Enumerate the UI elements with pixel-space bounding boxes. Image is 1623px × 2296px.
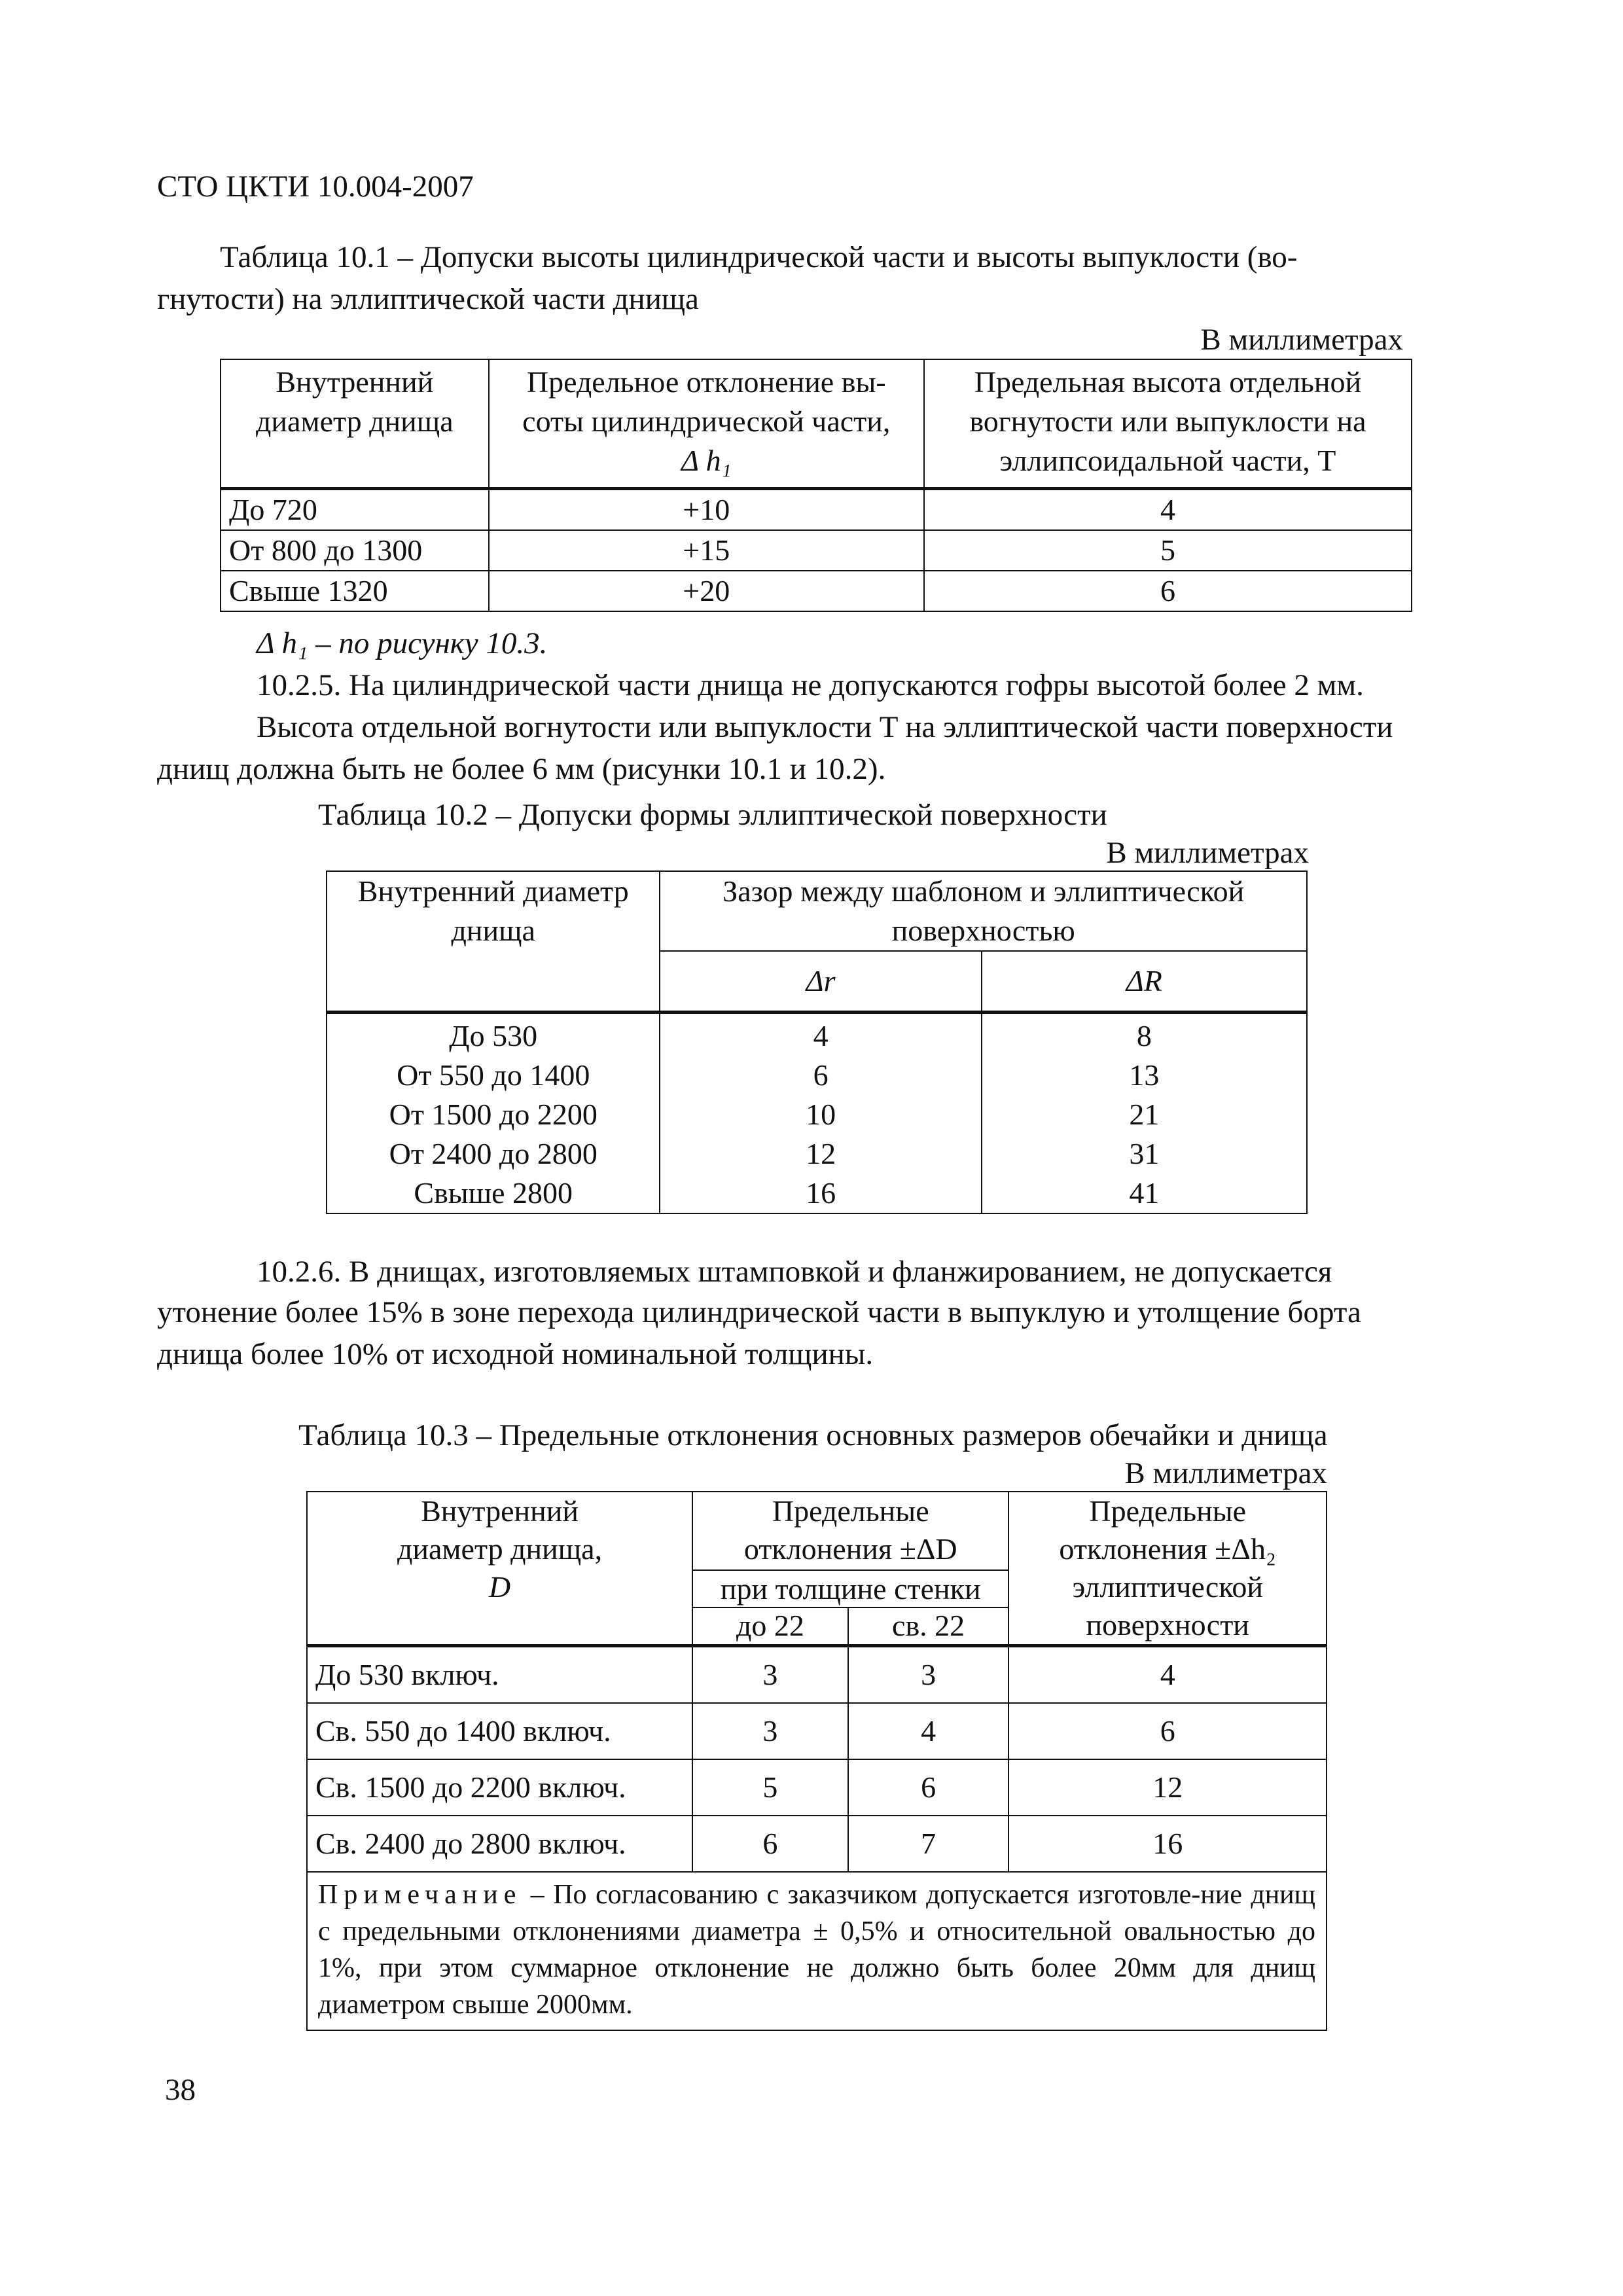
table3-note-text: – По согласованию с заказчиком допускается изготовле-ние днищ с предельными отклонениями диаметра ± 0,5% и относительной овальностью до 1%, при этом суммарное отклонение не должно быть более 20мм для днищ диаметром свыше 2000мм. <box>318 1880 1315 2020</box>
table1-cell: Свыше 1320 <box>221 571 489 611</box>
table1-cell: До 720 <box>221 489 489 531</box>
page-number: 38 <box>165 2073 196 2107</box>
table2-units: В миллиметрах <box>1106 836 1309 870</box>
table1-cell: +20 <box>489 571 924 611</box>
table-row <box>307 1646 1327 1704</box>
table3-header-wall-thickness: при толщине стенки <box>692 1570 1008 1607</box>
table3-cell: Св. 1500 до 2200 включ. <box>307 1759 692 1816</box>
table1-header-diameter: Внутренний диаметр днища <box>221 359 489 489</box>
table-row <box>327 1174 1307 1213</box>
table2-header-gap: Зазор между шаблоном и эллиптической поверхностью <box>660 871 1307 951</box>
table3-cell: 3 <box>848 1646 1009 1704</box>
table3 <box>306 1491 1327 2031</box>
table1-header-delta-h1: Предельное отклонение вы- соты цилиндрической части, Δ h₁ <box>489 359 924 489</box>
table3-cell: 3 <box>692 1703 848 1759</box>
table2-cell: 13 <box>982 1056 1307 1095</box>
table2-cell: 41 <box>982 1174 1307 1213</box>
table1-header-height-t: Предельная высота отдельной вогнутости или выпуклости на эллипсоидальной части, T <box>924 359 1412 489</box>
table3-header-diameter: Внутренний диаметр днища, D <box>307 1492 692 1646</box>
table-row <box>221 489 1412 531</box>
table1-footnote: Δ h₁ – по рисунку 10.3. <box>257 626 548 660</box>
table3-cell: 4 <box>1008 1646 1327 1704</box>
table3-cell: Св. 550 до 1400 включ. <box>307 1703 692 1759</box>
table2-cell: 16 <box>660 1174 981 1213</box>
table3-cell: 7 <box>848 1816 1009 1872</box>
table1 <box>220 359 1412 612</box>
table1-caption-line2: гнутости) на эллиптической части днища <box>157 282 699 316</box>
table-row <box>221 530 1412 571</box>
table-row <box>327 1013 1307 1056</box>
table2-cell: 6 <box>660 1056 981 1095</box>
table3-cell: 6 <box>848 1759 1009 1816</box>
table3-cell: 6 <box>692 1816 848 1872</box>
table1-units: В миллиметрах <box>1200 323 1403 357</box>
table3-caption: Таблица 10.3 – Предельные отклонения основных размеров обечайки и днища <box>298 1418 1328 1452</box>
table2-cell: 12 <box>660 1134 981 1174</box>
table2-cell: 8 <box>982 1013 1307 1056</box>
table3-header-delta-d: Предельные отклонения ±ΔD <box>692 1492 1008 1570</box>
document-code: СТО ЦКТИ 10.004-2007 <box>157 170 474 204</box>
table1-cell: От 800 до 1300 <box>221 530 489 571</box>
para-1025-line3: днищ должна быть не более 6 мм (рисунки 10.1 и 10.2). <box>157 752 886 786</box>
table-row <box>327 1056 1307 1095</box>
table2-cell: Свыше 2800 <box>327 1174 660 1213</box>
table-row <box>307 1703 1327 1759</box>
table2-header-delta-R: ΔR <box>982 951 1307 1013</box>
table2-cell: От 1500 до 2200 <box>327 1095 660 1134</box>
para-1026-line3: днища более 10% от исходной номинальной толщины. <box>157 1337 874 1371</box>
table3-header-row <box>307 1492 1327 1570</box>
table1-cell: +10 <box>489 489 924 531</box>
table2-cell: До 530 <box>327 1013 660 1056</box>
para-1025-line1: 10.2.5. На цилиндрической части днища не допускаются гофры высотой более 2 мм. <box>257 668 1364 702</box>
table2-header-delta-r: Δr <box>660 951 981 1013</box>
table2-cell: От 2400 до 2800 <box>327 1134 660 1174</box>
table3-cell: 3 <box>692 1646 848 1704</box>
table3-cell: Св. 2400 до 2800 включ. <box>307 1816 692 1872</box>
table1-header-row <box>221 359 1412 489</box>
table3-header-upto-22: до 22 <box>692 1607 848 1646</box>
table3-units: В миллиметрах <box>1124 1456 1327 1490</box>
table-row <box>221 571 1412 611</box>
table2-caption: Таблица 10.2 – Допуски формы эллиптической поверхности <box>318 798 1107 832</box>
table1-cell: 5 <box>924 530 1412 571</box>
para-1026-line1: 10.2.6. В днищах, изготовляемых штамповкой и фланжированием, не допускается <box>257 1255 1332 1289</box>
para-1025-line2: Высота отдельной вогнутости или выпуклости T на эллиптической части поверхности <box>257 710 1393 744</box>
table3-note-row <box>307 1872 1327 2030</box>
table1-caption-line1: Таблица 10.1 – Допуски высоты цилиндрической части и высоты выпуклости (во- <box>220 240 1298 274</box>
table2-cell: 4 <box>660 1013 981 1056</box>
table2-cell: 10 <box>660 1095 981 1134</box>
table2-cell: 21 <box>982 1095 1307 1134</box>
table2-cell: 31 <box>982 1134 1307 1174</box>
table3-cell: 16 <box>1008 1816 1327 1872</box>
para-1026-line2: утонение более 15% в зоне перехода цилиндрической части в выпуклую и утолщение борта <box>157 1295 1361 1329</box>
table3-cell: 6 <box>1008 1703 1327 1759</box>
table3-cell: 4 <box>848 1703 1009 1759</box>
table3-note <box>307 1872 1327 2030</box>
table3-cell: До 530 включ. <box>307 1646 692 1704</box>
table2-header-diameter: Внутренний диаметр днища <box>327 871 660 1013</box>
table2-cell: От 550 до 1400 <box>327 1056 660 1095</box>
table1-cell: +15 <box>489 530 924 571</box>
table3-note-label: Примечание <box>318 1880 522 1910</box>
table-row <box>307 1816 1327 1872</box>
table1-cell: 4 <box>924 489 1412 531</box>
table3-cell: 12 <box>1008 1759 1327 1816</box>
table3-header-delta-h2: Предельные отклонения ±Δh₂ эллиптической поверхности <box>1008 1492 1327 1646</box>
table-row <box>327 1134 1307 1174</box>
table2 <box>326 870 1308 1214</box>
table-row <box>327 1095 1307 1134</box>
table-row <box>307 1759 1327 1816</box>
table2-header-row <box>327 871 1307 951</box>
table1-cell: 6 <box>924 571 1412 611</box>
table3-header-over-22: св. 22 <box>848 1607 1009 1646</box>
table3-cell: 5 <box>692 1759 848 1816</box>
